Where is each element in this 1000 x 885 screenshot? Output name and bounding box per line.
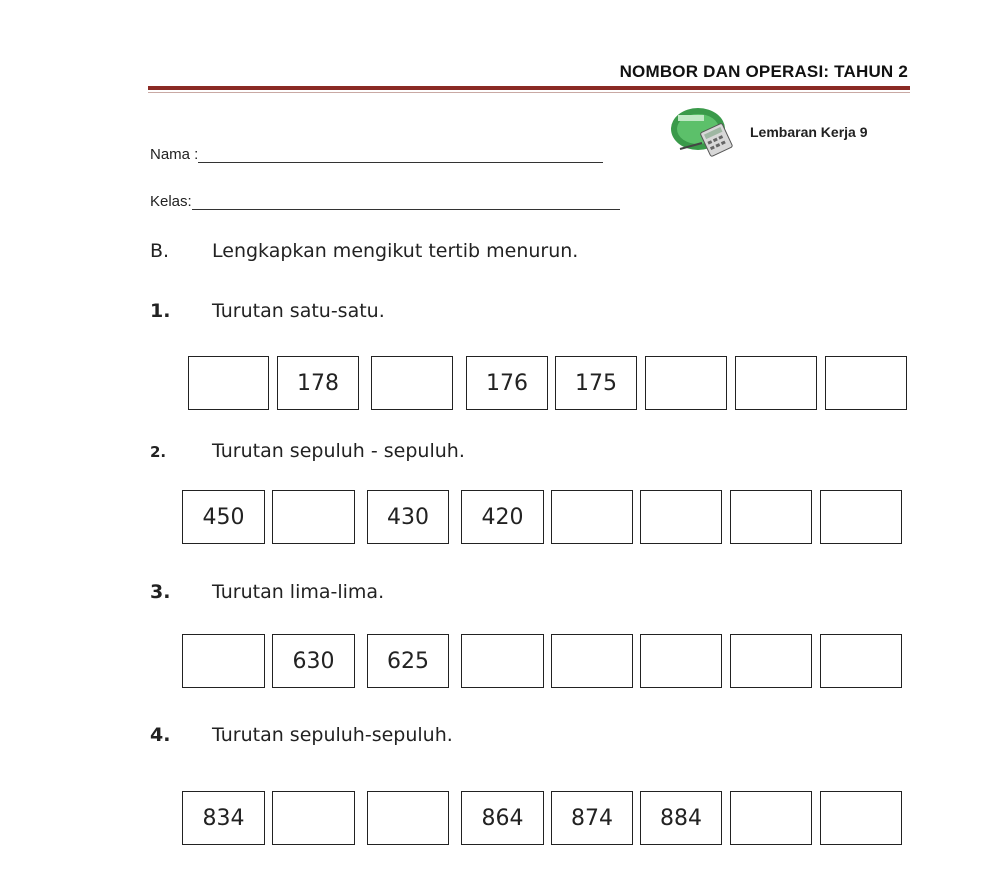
answer-box[interactable] xyxy=(820,490,902,544)
answer-box[interactable] xyxy=(367,791,449,845)
answer-box[interactable] xyxy=(645,356,727,410)
answer-box[interactable] xyxy=(730,634,812,688)
answer-box[interactable]: 834 xyxy=(182,791,265,845)
question-text: Turutan lima-lima. xyxy=(212,581,385,603)
question-4 xyxy=(150,724,453,746)
calculator-icon xyxy=(668,105,738,157)
answer-box[interactable]: 176 xyxy=(466,356,548,410)
question-2 xyxy=(150,440,465,462)
answer-box[interactable] xyxy=(188,356,269,410)
question-number: 4. xyxy=(150,724,171,746)
name-field[interactable] xyxy=(150,146,603,163)
answer-box[interactable]: 175 xyxy=(555,356,637,410)
question-text: Turutan satu-satu. xyxy=(212,300,385,322)
question-3 xyxy=(150,581,384,603)
class-field[interactable] xyxy=(150,193,620,210)
name-label: Nama : xyxy=(150,146,199,163)
section-instruction-text: Lengkapkan mengikut tertib menurun. xyxy=(212,240,579,262)
answer-box[interactable] xyxy=(640,490,722,544)
answer-box[interactable]: 864 xyxy=(461,791,544,845)
answer-box[interactable] xyxy=(640,634,722,688)
answer-box[interactable] xyxy=(272,791,355,845)
question-text: Turutan sepuluh - sepuluh. xyxy=(212,440,465,462)
answer-box[interactable] xyxy=(551,634,633,688)
answer-box[interactable] xyxy=(371,356,453,410)
question-number: 2. xyxy=(150,443,167,461)
name-blank-line[interactable] xyxy=(198,148,603,163)
answer-box[interactable] xyxy=(735,356,817,410)
answer-box[interactable] xyxy=(461,634,544,688)
question-number: 3. xyxy=(150,581,171,603)
answer-box[interactable] xyxy=(820,634,902,688)
answer-box[interactable] xyxy=(730,791,812,845)
question-number: 1. xyxy=(150,300,171,322)
answer-box[interactable] xyxy=(825,356,907,410)
header-divider-thin xyxy=(148,92,910,93)
answer-box[interactable] xyxy=(182,634,265,688)
answer-box[interactable] xyxy=(820,791,902,845)
question-text: Turutan sepuluh-sepuluh. xyxy=(212,724,453,746)
answer-box[interactable]: 884 xyxy=(640,791,722,845)
answer-box[interactable]: 420 xyxy=(461,490,544,544)
class-label: Kelas: xyxy=(150,193,192,210)
answer-box[interactable] xyxy=(551,490,633,544)
section-instruction xyxy=(150,240,578,262)
sheet-number-label: Lembaran Kerja 9 xyxy=(750,124,868,140)
question-1 xyxy=(150,300,385,322)
worksheet-title: NOMBOR DAN OPERASI: TAHUN 2 xyxy=(619,62,908,81)
answer-box[interactable]: 178 xyxy=(277,356,359,410)
answer-box[interactable] xyxy=(272,490,355,544)
answer-box[interactable]: 874 xyxy=(551,791,633,845)
answer-box[interactable] xyxy=(730,490,812,544)
answer-box[interactable]: 450 xyxy=(182,490,265,544)
section-letter: B. xyxy=(150,240,170,262)
answer-box[interactable]: 625 xyxy=(367,634,449,688)
answer-box[interactable]: 430 xyxy=(367,490,449,544)
header-divider xyxy=(148,86,910,90)
class-blank-line[interactable] xyxy=(192,195,620,210)
answer-box[interactable]: 630 xyxy=(272,634,355,688)
